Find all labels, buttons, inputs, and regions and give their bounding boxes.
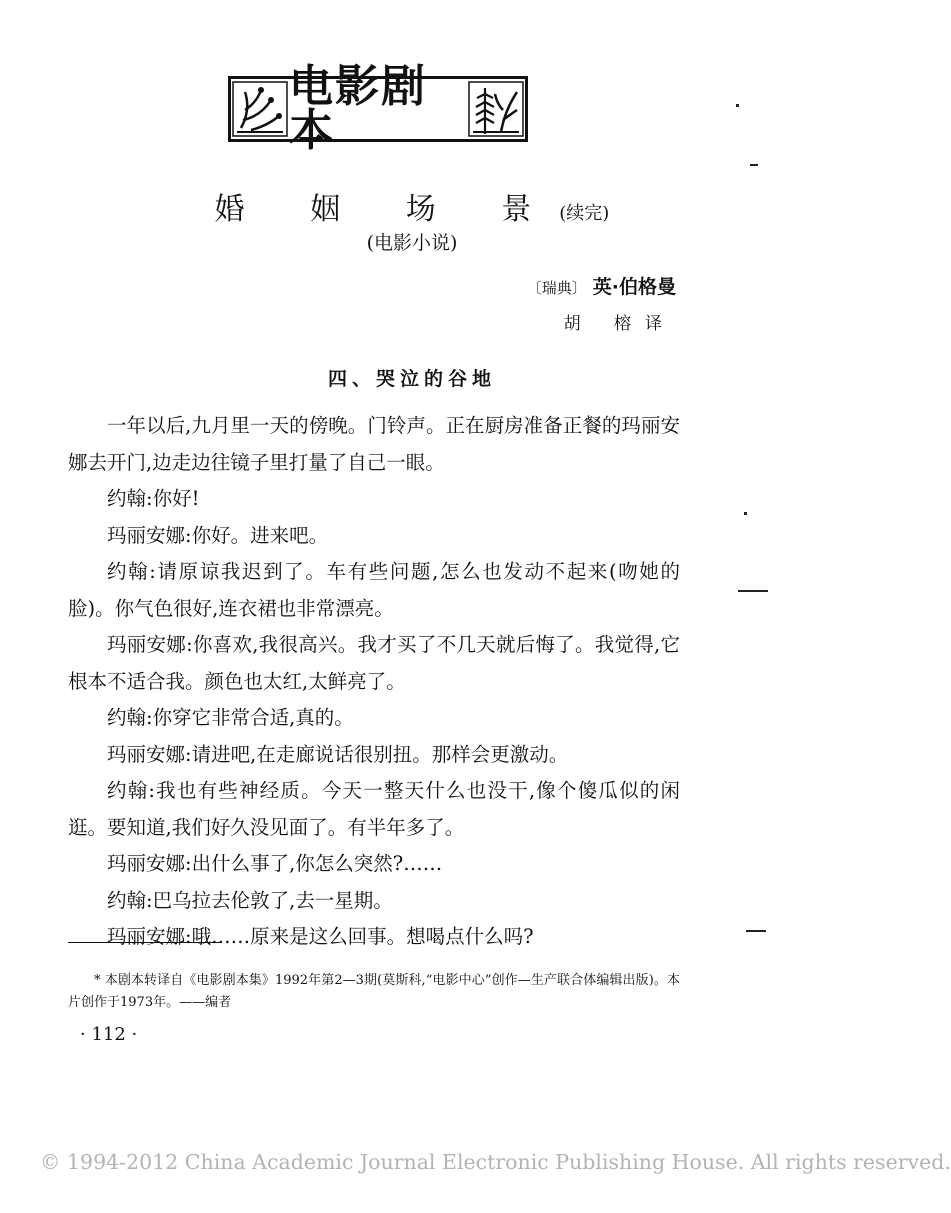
footnote: * 本剧本转译自《电影剧本集》1992年第2—3期(莫斯科,“电影中心”创作—生产联合体编辑出版)。本片创作于1973年。——编者	[68, 973, 680, 1010]
translator-line: 胡 榕译	[563, 314, 676, 334]
paragraph: 玛丽安娜:请进吧,在走廊说话很别扭。那样会更激动。	[107, 742, 569, 766]
scan-mark	[746, 930, 766, 932]
copyright-watermark: © 1994-2012 China Academic Journal Electronic Publishing House. All rights reserved.	[40, 1150, 951, 1174]
page-number: · 112 ·	[80, 1024, 138, 1045]
article-title	[0, 184, 824, 228]
article-title-suffix: (续完)	[559, 203, 610, 224]
scan-mark	[738, 590, 768, 592]
paragraph: 一年以后,九月里一天的傍晚。门铃声。正在厨房准备正餐的玛丽安娜去开门,边走边往镜子里打量了自己一眼。	[68, 414, 680, 474]
paragraph: 玛丽安娜:出什么事了,你怎么突然?……	[107, 852, 443, 875]
article-subtitle: (电影小说)	[366, 232, 458, 254]
header-banner	[228, 61, 528, 156]
body-text	[68, 408, 680, 956]
author-name: 英·伯格曼	[592, 276, 676, 298]
paragraph: 玛丽安娜:哦……原来是这么回事。想喝点什么吗?	[107, 925, 534, 948]
plant-ornament-left-icon	[231, 80, 289, 138]
paragraph: 约翰:我也有些神经质。今天一整天什么也没干,像个傻瓜似的闲逛。要知道,我们好久没见面了。有半年多了。	[68, 779, 680, 839]
article-title-text: 婚 姻 场 景	[214, 192, 560, 227]
paragraph: 约翰:你好!	[107, 487, 200, 510]
scan-mark	[744, 512, 747, 515]
plant-ornament-right-icon	[467, 80, 525, 138]
section-heading: 四、哭泣的谷地	[327, 368, 496, 390]
scan-mark	[736, 104, 739, 107]
paragraph: 玛丽安娜:你喜欢,我很高兴。我才买了不几天就后悔了。我觉得,它根本不适合我。颜色也太红,太鲜亮了。	[68, 633, 680, 693]
author-line	[527, 272, 676, 299]
author-nationality: 〔瑞典〕	[526, 279, 587, 297]
paragraph: 约翰:请原谅我迟到了。车有些问题,怎么也发动不起来(吻她的脸)。你气色很好,连衣裙也非常漂亮。	[68, 560, 680, 620]
paragraph: 玛丽安娜:你好。进来吧。	[107, 523, 329, 547]
footnote-divider	[68, 942, 220, 943]
banner-title: 电影剧本	[289, 61, 427, 156]
paragraph: 约翰:巴乌拉去伦敦了,去一星期。	[107, 888, 393, 912]
scan-mark	[750, 164, 758, 166]
paragraph: 约翰:你穿它非常合适,真的。	[107, 706, 354, 729]
